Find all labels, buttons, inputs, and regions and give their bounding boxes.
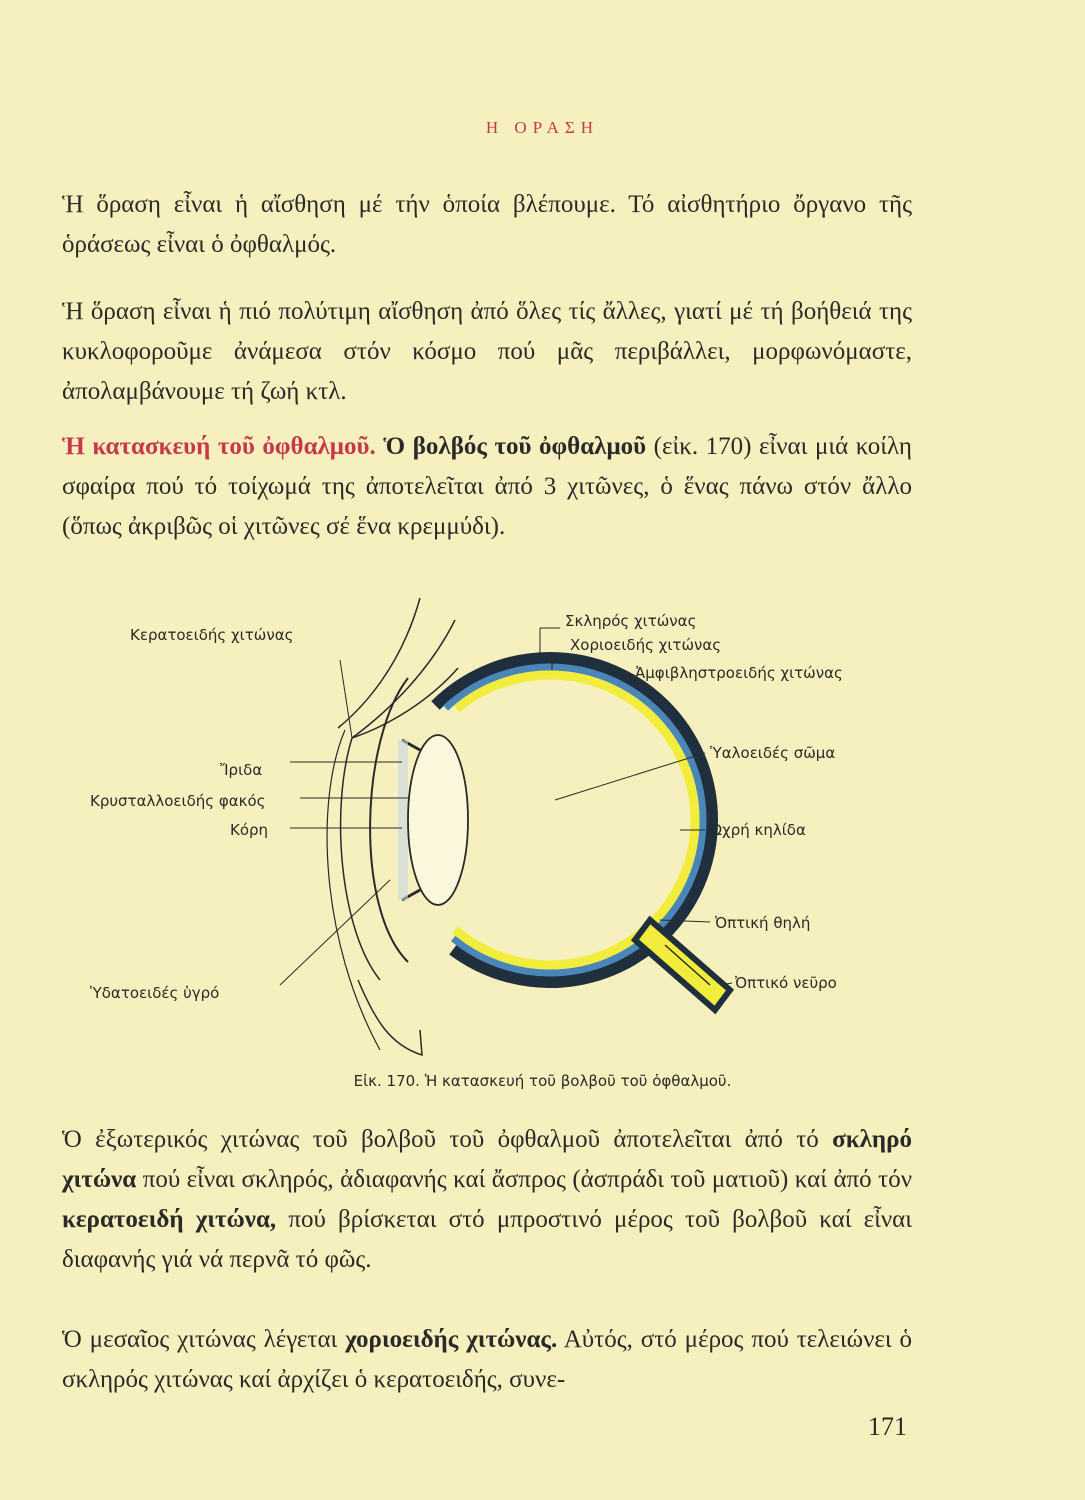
section-heading: Ἡ κατασκευή τοῦ ὀφθαλμοῦ. (62, 433, 376, 460)
label-cornea: Κερατοειδής χιτώνας (130, 626, 294, 644)
optic-nerve-shape (635, 920, 730, 1010)
eye-diagram (90, 590, 910, 1060)
figure-caption: Εἰκ. 170. Ἡ κατασκευή τοῦ βολβοῦ τοῦ ὀφθαλμοῦ. (353, 1072, 732, 1090)
lens-shape (408, 735, 468, 905)
eyelid-outline (338, 598, 420, 728)
paragraph-text: Αὐτός, στό μέρος πού τελειώνει ὁ σκληρός χιτώνας καί ἀρχίζει ὁ κερατοειδής, συνε- (62, 1326, 912, 1393)
paragraph-sight-definition: Ἡ ὅραση εἶναι ἡ αἴσθηση μέ τήν ὁποία βλέπουμε. Τό αἰσθητήριο ὄργανο τῆς ὁράσεως εἶναι ὁ ὀφθαλμός. (62, 191, 912, 258)
label-optic-nerve: Ὀπτικό νεῦρο (735, 974, 837, 992)
label-retina: Ἀμφιβληστροειδής χιτώνας (635, 664, 843, 682)
label-sclera: Σκληρός χιτώνας (565, 612, 697, 630)
term-eyeball: Ὁ βολβός τοῦ ὀφθαλμοῦ (383, 433, 647, 460)
paragraph-sight-importance: Ἡ ὅραση εἶναι ἡ πιό πολύτιμη αἴσθηση ἀπό ὅλες τίς ἄλλες, γιατί μέ τή βοήθειά της κυκλοφοροῦμε ἀνάμεσα στόν κόσμο πού μᾶς περιβάλλει, μορφωνόμαστε, ἀπολαμβάνουμε τή ζωή κτλ. (62, 298, 912, 405)
label-vitreous: Ὑαλοειδές σῶμα (710, 744, 836, 762)
label-pupil: Κόρη (230, 821, 269, 839)
label-lens: Κρυσταλλοειδής φακός (90, 792, 266, 810)
term-choroid: χοριοειδής χιτώνας. (345, 1326, 558, 1353)
label-optic-disc: Ὀπτική θηλή (715, 914, 811, 932)
paragraph-eye-structure (62, 427, 912, 547)
paragraph-text: πού βρίσκεται στό μπροστινό μέρος τοῦ βολβοῦ καί εἶναι διαφανής γιά νά περνᾶ τό φῶς. (62, 1206, 912, 1273)
term-sclera: σκληρό χιτώνα (62, 1126, 913, 1193)
paragraph-text: Ὁ μεσαῖος χιτώνας λέγεται (62, 1326, 338, 1353)
paragraph-outer-layer (62, 1120, 912, 1280)
lid-curve-2 (327, 730, 380, 1050)
label-macula: Ὠχρή κηλίδα (710, 821, 806, 839)
paragraph-middle-layer (62, 1320, 912, 1400)
page-number: 171 (868, 1412, 907, 1441)
paragraph-text: πού εἶναι σκληρός, ἀδιαφανής καί ἄσπρος (ἀσπράδι τοῦ ματιοῦ) καί ἀπό τόν (142, 1166, 913, 1193)
label-choroid: Χοριοειδής χιτώνας (570, 636, 722, 654)
label-iris: Ἴριδα (220, 761, 263, 779)
ciliary-body (398, 740, 408, 900)
paragraph-text: (εἰκ. 170) εἶναι μιά κοίλη σφαίρα πού τό τοίχωμά της ἀποτελεῖται ἀπό 3 χιτῶνες, ὁ ἕνας πάνω στόν ἄλλο (ὅπως ἀκριβῶς οἱ χιτῶνες σέ ἕνα κρεμμύδι). (62, 433, 912, 540)
page-title: Η ΟΡΑΣΗ (485, 118, 600, 137)
term-cornea: κερατοειδή χιτώνα, (62, 1206, 277, 1233)
paragraph-text: Ὁ ἐξωτερικός χιτώνας τοῦ βολβοῦ τοῦ ὀφθαλμοῦ ἀποτελεῖται ἀπό τό (62, 1126, 819, 1153)
label-aqueous: Ὑδατοειδές ὑγρό (90, 984, 220, 1002)
eyelid-lower (358, 980, 422, 1055)
